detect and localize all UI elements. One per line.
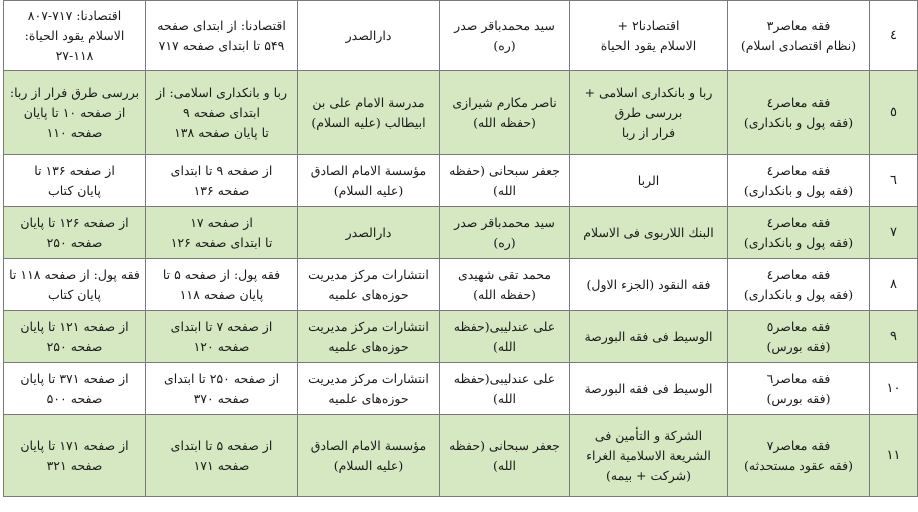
page-range-cell: اقتصادنا: از ابتدای صفحه ۵۴۹ تا ابتدای صفحه ۷۱۷ xyxy=(146,1,298,71)
book-title-cell: الربا xyxy=(570,155,728,207)
curriculum-table xyxy=(3,0,918,497)
publisher-cell: انتشارات مرکز مدیریت حوزه‌های علمیه xyxy=(298,259,440,311)
page-range-cell: از صفحه ۱۷ تا ابتدای صفحه ۱۲۶ xyxy=(146,207,298,259)
author-cell: علی عندلیبی(حفظه الله) xyxy=(440,363,570,415)
page-range-cell: از صفحه ۷ تا ابتدای صفحه ۱۲۰ xyxy=(146,311,298,363)
publisher-cell: انتشارات مرکز مدیریت حوزه‌های علمیه xyxy=(298,363,440,415)
table-row xyxy=(4,207,918,259)
course-cell: فقه معاصر٤ (فقه پول و بانکداری) xyxy=(728,259,870,311)
course-cell: فقه معاصر٤ (فقه پول و بانکداری) xyxy=(728,71,870,155)
page-range-cell: از صفحه ۵ تا ابتدای صفحه ۱۷۱ xyxy=(146,415,298,497)
page-range-cell: از صفحه ۹ تا ابتدای صفحه ۱۳۶ xyxy=(146,155,298,207)
table-row xyxy=(4,363,918,415)
publisher-cell: انتشارات مرکز مدیریت حوزه‌های علمیه xyxy=(298,311,440,363)
table-row xyxy=(4,71,918,155)
course-cell: فقه معاصر۷ (فقه عقود مستحدثه) xyxy=(728,415,870,497)
pages-cell: از صفحه ۳۷۱ تا پایان صفحه ۵۰۰ xyxy=(4,363,146,415)
pages-cell: از صفحه ۱۲۶ تا پایان صفحه ۲۵۰ xyxy=(4,207,146,259)
pages-cell: از صفحه ۱۲۱ تا پایان صفحه ۲۵۰ xyxy=(4,311,146,363)
table-row xyxy=(4,311,918,363)
row-number: ٨ xyxy=(870,259,918,311)
author-cell: جعفر سبحانی (حفظه الله) xyxy=(440,155,570,207)
author-cell: محمد تقی شهیدی (حفظه الله) xyxy=(440,259,570,311)
publisher-cell: دارالصدر xyxy=(298,207,440,259)
author-cell: جعفر سبحانی (حفظه الله) xyxy=(440,415,570,497)
pages-cell: اقتصادنا: ۷۱۷-۸۰۷ الاسلام یقود الحیاة: ۲۷-۱۱۸ xyxy=(4,1,146,71)
publisher-cell: مؤسسة الامام الصادق (علیه السلام) xyxy=(298,155,440,207)
pages-cell: از صفحه ۱۳۶ تا پایان کتاب xyxy=(4,155,146,207)
table-row xyxy=(4,1,918,71)
publisher-cell: مدرسة الامام علی بن ابیطالب (علیه السلام) xyxy=(298,71,440,155)
course-cell: فقه معاصر٤ (فقه پول و بانکداری) xyxy=(728,155,870,207)
row-number: ١١ xyxy=(870,415,918,497)
publisher-cell: دارالصدر xyxy=(298,1,440,71)
book-title-cell: الوسیط فی فقه البورصة xyxy=(570,311,728,363)
publisher-cell: مؤسسة الامام الصادق (علیه السلام) xyxy=(298,415,440,497)
book-title-cell: الوسیط فی فقه البورصة xyxy=(570,363,728,415)
table-row xyxy=(4,415,918,497)
table-row xyxy=(4,155,918,207)
row-number: ٦ xyxy=(870,155,918,207)
book-title-cell: الشرکة و التأمین فی الشریعة الاسلامیة الغراء (شرکت + بیمه) xyxy=(570,415,728,497)
course-cell: فقه معاصر۳ (نظام اقتصادی اسلام) xyxy=(728,1,870,71)
row-number: ٩ xyxy=(870,311,918,363)
row-number: ٥ xyxy=(870,71,918,155)
pages-cell: فقه پول: از صفحه ۱۱۸ تا پایان کتاب xyxy=(4,259,146,311)
page-range-cell: ربا و بانکداری اسلامی: از ابتدای صفحه ۹ تا پایان صفحه ۱۳۸ xyxy=(146,71,298,155)
author-cell: ناصر مکارم شیرازی (حفظه الله) xyxy=(440,71,570,155)
course-cell: فقه معاصر٤ (فقه پول و بانکداری) xyxy=(728,207,870,259)
course-cell: فقه معاصر٦ (فقه بورس) xyxy=(728,363,870,415)
author-cell: علی عندلیبی(حفظه الله) xyxy=(440,311,570,363)
author-cell: سید محمدباقر صدر (ره) xyxy=(440,207,570,259)
book-title-cell: فقه النقود (الجزء الاول) xyxy=(570,259,728,311)
page-range-cell: از صفحه ۲۵۰ تا ابتدای صفحه ۳۷۰ xyxy=(146,363,298,415)
author-cell: سید محمدباقر صدر (ره) xyxy=(440,1,570,71)
book-title-cell: ربا و بانکداری اسلامی + بررسی طرق فرار از ربا xyxy=(570,71,728,155)
pages-cell: بررسی طرق فرار از ربا: از صفحه ۱۰ تا پایان صفحه ۱۱۰ xyxy=(4,71,146,155)
book-title-cell: اقتصادنا۲ + الاسلام یقود الحیاة xyxy=(570,1,728,71)
page-range-cell: فقه پول: از صفحه ۵ تا پایان صفحه ۱۱۸ xyxy=(146,259,298,311)
pages-cell: از صفحه ۱۷۱ تا پایان صفحه ۳۲۱ xyxy=(4,415,146,497)
row-number: ٧ xyxy=(870,207,918,259)
table-row xyxy=(4,259,918,311)
row-number: ١٠ xyxy=(870,363,918,415)
book-title-cell: البنك اللاربوی فی الاسلام xyxy=(570,207,728,259)
row-number: ٤ xyxy=(870,1,918,71)
course-cell: فقه معاصر٥ (فقه بورس) xyxy=(728,311,870,363)
